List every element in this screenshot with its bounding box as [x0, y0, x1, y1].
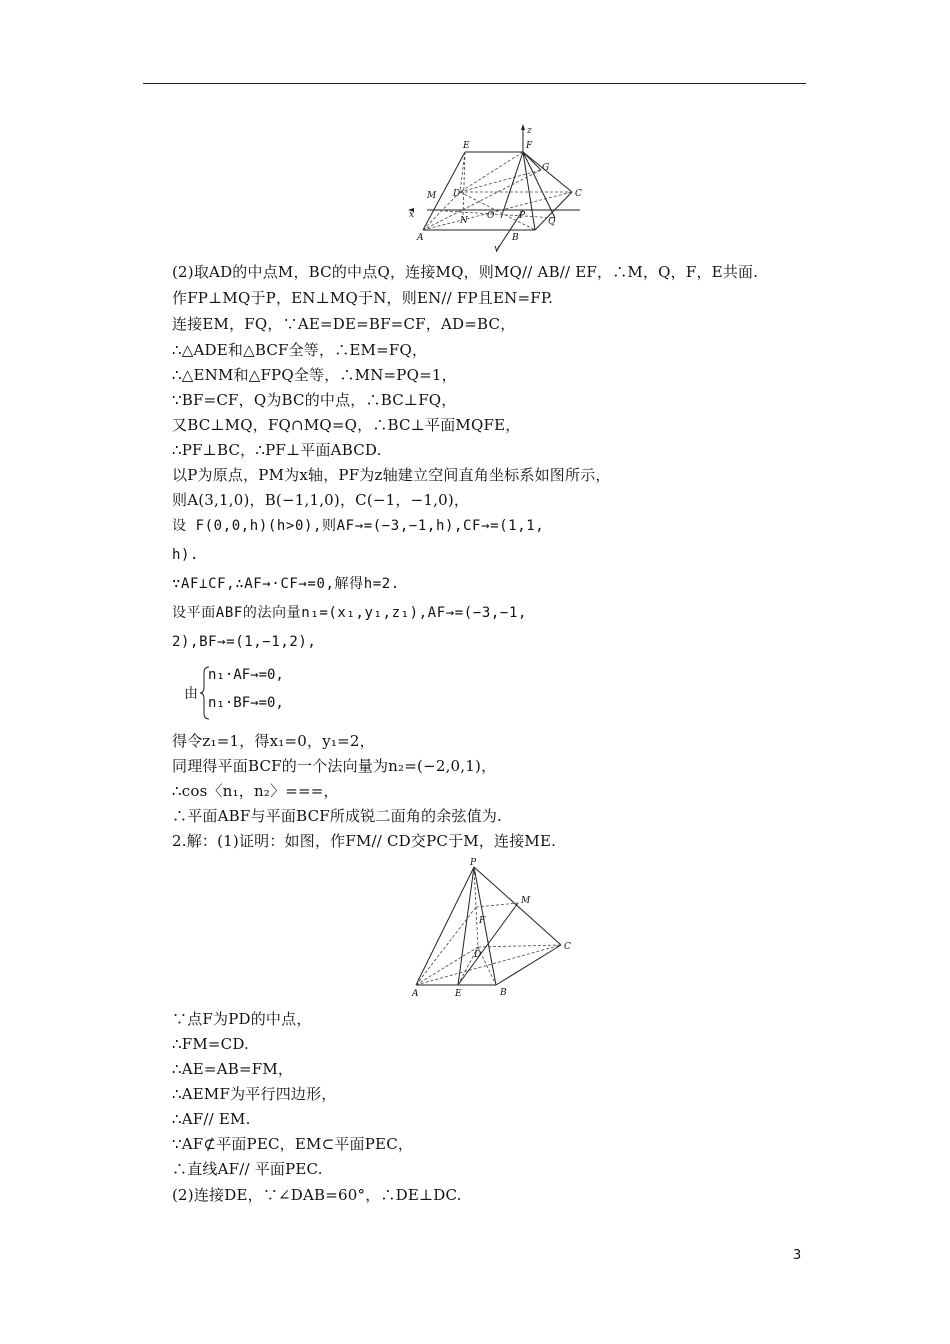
text-line: 作FP⊥MQ于P，EN⊥MQ于N，则EN// FP且EN=FP.	[172, 289, 554, 307]
system-prefix: 由	[184, 686, 198, 702]
svg-text:G: G	[542, 163, 550, 173]
svg-text:C: C	[575, 189, 582, 199]
text-line: ∴平面ABF与平面BCF所成锐二面角的余弦值为.	[172, 807, 503, 825]
text-line: 又BC⊥MQ，FQ∩MQ=Q，∴BC⊥平面MQFE，	[172, 416, 521, 434]
svg-text:A: A	[412, 989, 419, 999]
svg-text:C: C	[564, 942, 571, 952]
text-line: ∵BF=CF，Q为BC的中点，∴BC⊥FQ，	[172, 391, 457, 409]
svg-text:Q: Q	[548, 217, 556, 227]
text-line: 2),BF→=(1,−1,2),	[172, 634, 317, 650]
text-line: 同理得平面BCF的一个法向量为n₂=(−2,0,1)，	[172, 757, 497, 775]
text-line: ∴直线AF// 平面PEC.	[172, 1160, 323, 1178]
text-line: 设平面ABF的法向量n₁=(x₁,y₁,z₁),AF→=(−3,−1,	[172, 605, 528, 621]
system-equation-2: n₁·BF→=0,	[208, 695, 284, 711]
text-line: ∴AF// EM.	[172, 1110, 251, 1128]
figure-prism-coordinates	[405, 122, 595, 252]
svg-text:E: E	[463, 141, 470, 151]
text-line: ∴AEMF为平行四边形，	[172, 1085, 337, 1103]
svg-text:M: M	[521, 896, 531, 906]
text-line: ∴△ADE和△BCF全等，∴EM=FQ，	[172, 341, 428, 359]
text-line: 2.解：(1)证明：如图，作FM// CD交PC于M，连接ME.	[172, 832, 557, 850]
text-line: (2)取AD的中点M，BC的中点Q，连接MQ，则MQ// AB// EF，∴M，Q，F，E共面.	[172, 263, 759, 281]
text-line: 得令z₁=1，得x₁=0，y₁=2，	[172, 732, 375, 750]
text-line: (2)连接DE，∵∠DAB=60°，∴DE⊥DC.	[172, 1186, 462, 1204]
svg-text:M: M	[427, 191, 437, 201]
text-line: ∵AF⊄平面PEC，EM⊂平面PEC，	[172, 1135, 414, 1153]
text-line: ∴△ENM和△FPQ全等，∴MN=PQ=1，	[172, 366, 457, 384]
page-number: 3	[793, 1248, 802, 1263]
svg-text:z: z	[527, 126, 532, 136]
svg-text:A: A	[417, 233, 424, 243]
svg-text:O: O	[487, 211, 495, 221]
text-line: ∴AE=AB=FM，	[172, 1060, 294, 1078]
svg-text:x: x	[409, 210, 415, 220]
svg-text:N: N	[460, 216, 468, 226]
text-line: 设 F(0,0,h)(h>0),则AF→=(−3,−1,h),CF→=(1,1,	[172, 518, 545, 534]
text-line: ∵点F为PD的中点，	[172, 1010, 312, 1028]
svg-text:P: P	[470, 858, 477, 868]
text-line: 则A(3,1,0)，B(−1,1,0)，C(−1，−1,0)，	[172, 491, 470, 509]
text-line: ∴cos〈n₁，n₂〉===，	[172, 782, 339, 800]
text-line: 以P为原点，PM为x轴，PF为z轴建立空间直角坐标系如图所示，	[172, 466, 611, 484]
text-line: 连接EM，FQ，∵AE=DE=BF=CF，AD=BC，	[172, 315, 516, 333]
system-equation-1: n₁·AF→=0,	[208, 667, 284, 683]
header-rule	[143, 83, 806, 84]
equation-system	[172, 665, 312, 721]
text-line: h).	[172, 547, 200, 563]
figure-pyramid	[408, 855, 578, 1005]
svg-text:E: E	[455, 989, 462, 999]
svg-text:D: D	[474, 950, 482, 960]
text-line: ∴PF⊥BC，∴PF⊥平面ABCD.	[172, 441, 382, 459]
svg-text:P: P	[519, 211, 526, 221]
text-line: ∵AF⊥CF,∴AF→·CF→=0,解得h=2.	[172, 576, 400, 592]
svg-text:D: D	[453, 189, 461, 199]
text-line: ∴FM=CD.	[172, 1035, 250, 1053]
svg-text:F: F	[479, 916, 486, 926]
svg-text:B: B	[500, 988, 507, 998]
svg-text:y: y	[494, 244, 500, 252]
svg-text:F: F	[526, 141, 533, 151]
svg-text:B: B	[512, 233, 519, 243]
